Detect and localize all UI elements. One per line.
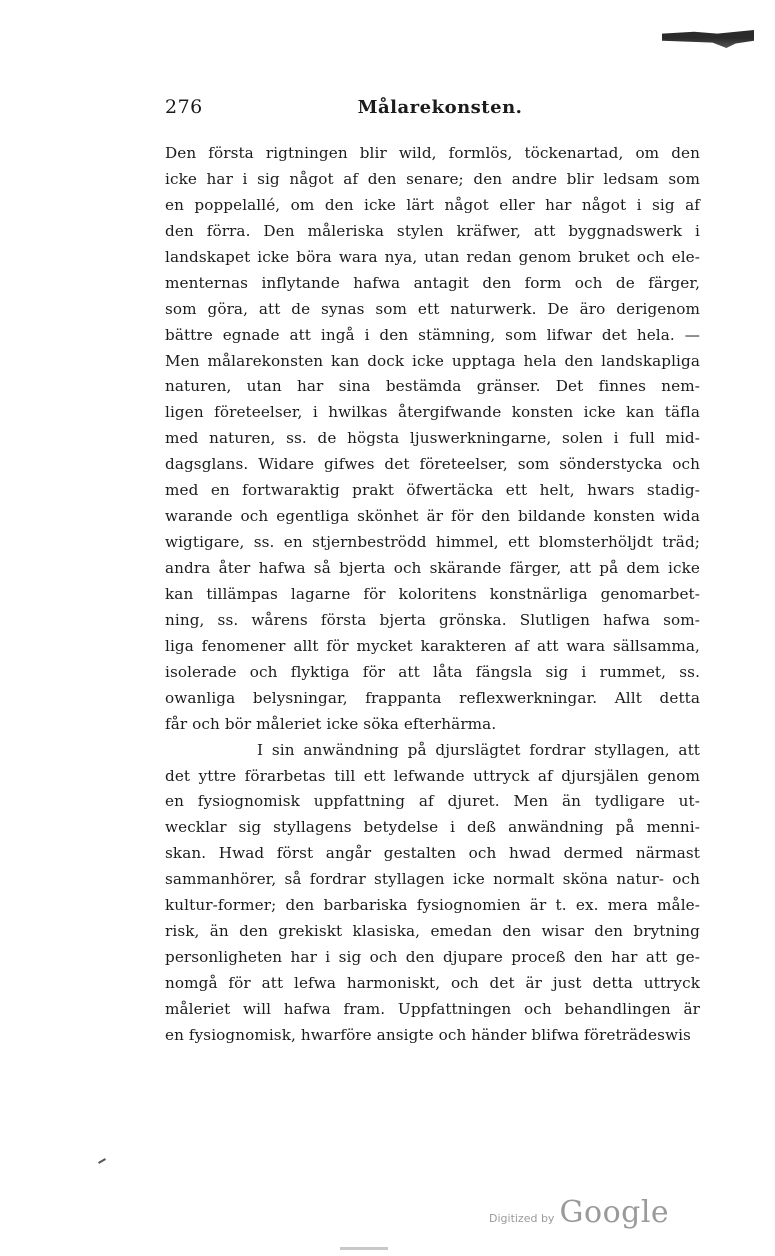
text-line: med en fortwaraktig prakt öfwertäcka ett helt, hwars stadig-: [165, 481, 700, 500]
text-line: Men målarekonsten kan dock icke upptaga hela den landskapliga: [165, 351, 700, 370]
digitized-watermark: [489, 1195, 669, 1230]
text-line: isolerade och flyktiga för att låta fängsla sig i rummet, ss.: [165, 662, 700, 681]
text-line: det yttre förarbetas till ett lefwande uttryck af djursjälen genom: [165, 766, 700, 785]
text-line: den förra. Den måleriska stylen kräfwer, att byggnadswerk i: [165, 221, 700, 240]
text-line: menternas inflytande hafwa antagit den form och de färger,: [165, 273, 700, 292]
text-line: en poppelallé, om den icke lärt något eller har något i sig af: [165, 195, 700, 214]
text-line: en fysiognomisk uppfattning af djuret. Men än tydligare ut-: [165, 792, 700, 811]
scan-bottom-mark: [340, 1247, 388, 1250]
text-line: risk, än den grekiskt klasiska, emedan den wisar den brytning: [165, 922, 700, 941]
scan-corner-mark: [662, 30, 754, 48]
text-line: kan tillämpas lagarne för koloritens konstnärliga genomarbet-: [165, 584, 700, 603]
text-line: kultur-former; den barbariska fysiognomien är t. ex. mera måle-: [165, 896, 700, 915]
text-line: får och bör måleriet icke söka efterhärma.: [165, 714, 497, 733]
running-head: Målarekonsten.: [357, 97, 523, 118]
text-line: en fysiognomisk, hwarföre ansigte och händer blifwa företrädeswis: [165, 1025, 691, 1044]
text-line: wigtigare, ss. en stjernbeströdd himmel, ett blomsterhöljdt träd;: [165, 533, 700, 552]
text-line: warande och egentliga skönhet är för den bildande konsten wida: [165, 507, 700, 526]
watermark-prefix: Digitized by: [489, 1212, 555, 1225]
text-line: icke har i sig något af den senare; den andre blir ledsam som: [165, 169, 700, 188]
watermark-brand: Google: [559, 1195, 670, 1230]
text-line: ning, ss. wårens första bjerta grönska. Slutligen hafwa som-: [165, 610, 700, 629]
text-line: naturen, utan har sina bestämda gränser. Det finnes nem-: [165, 377, 700, 396]
text-line: sammanhörer, så fordrar styllagen icke normalt sköna natur- och: [165, 870, 700, 889]
text-line: dagsglans. Widare gifwes det företeelser, som sönderstycka och: [165, 455, 700, 474]
text-line: nomgå för att lefwa harmoniskt, och det är just detta uttryck: [165, 974, 700, 992]
text-line: owanliga belysningar, frappanta reflexwerkningar. Allt detta: [165, 688, 700, 707]
text-line: med naturen, ss. de högsta ljuswerkningarne, solen i full mid-: [165, 429, 700, 448]
body-text: [165, 141, 700, 1049]
text-line: landskapet icke böra wara nya, utan redan genom bruket och ele-: [165, 247, 700, 266]
text-line: bättre egnade att ingå i den stämning, som lifwar det hela. —: [165, 325, 700, 344]
text-line: som göra, att de synas som ett naturwerk. De äro derigenom: [165, 299, 700, 318]
text-line: måleriet will hafwa fram. Uppfattningen och behandlingen är: [165, 999, 700, 1018]
text-line: Den första rigtningen blir wild, formlös, töckenartad, om den: [165, 144, 700, 162]
text-line: liga fenomener allt för mycket karakteren af att wara sällsamma,: [165, 636, 700, 655]
stray-ink-mark: [98, 1158, 106, 1164]
text-line: ligen företeelser, i hwilkas återgifwande konsten icke kan täfla: [165, 403, 700, 422]
text-line: skan. Hwad först angår gestalten och hwad dermed närmast: [165, 844, 700, 863]
text-line: I sin anwändning på djurslägtet fordrar styllagen, att: [257, 740, 700, 759]
text-line: andra åter hafwa så bjerta och skärande färger, att på dem icke: [165, 559, 700, 577]
text-line: wecklar sig styllagens betydelse i deß anwändning på menni-: [165, 818, 700, 837]
text-line: personligheten har i sig och den djupare proceß den har att ge-: [165, 948, 700, 967]
page-number: 276: [165, 96, 203, 118]
